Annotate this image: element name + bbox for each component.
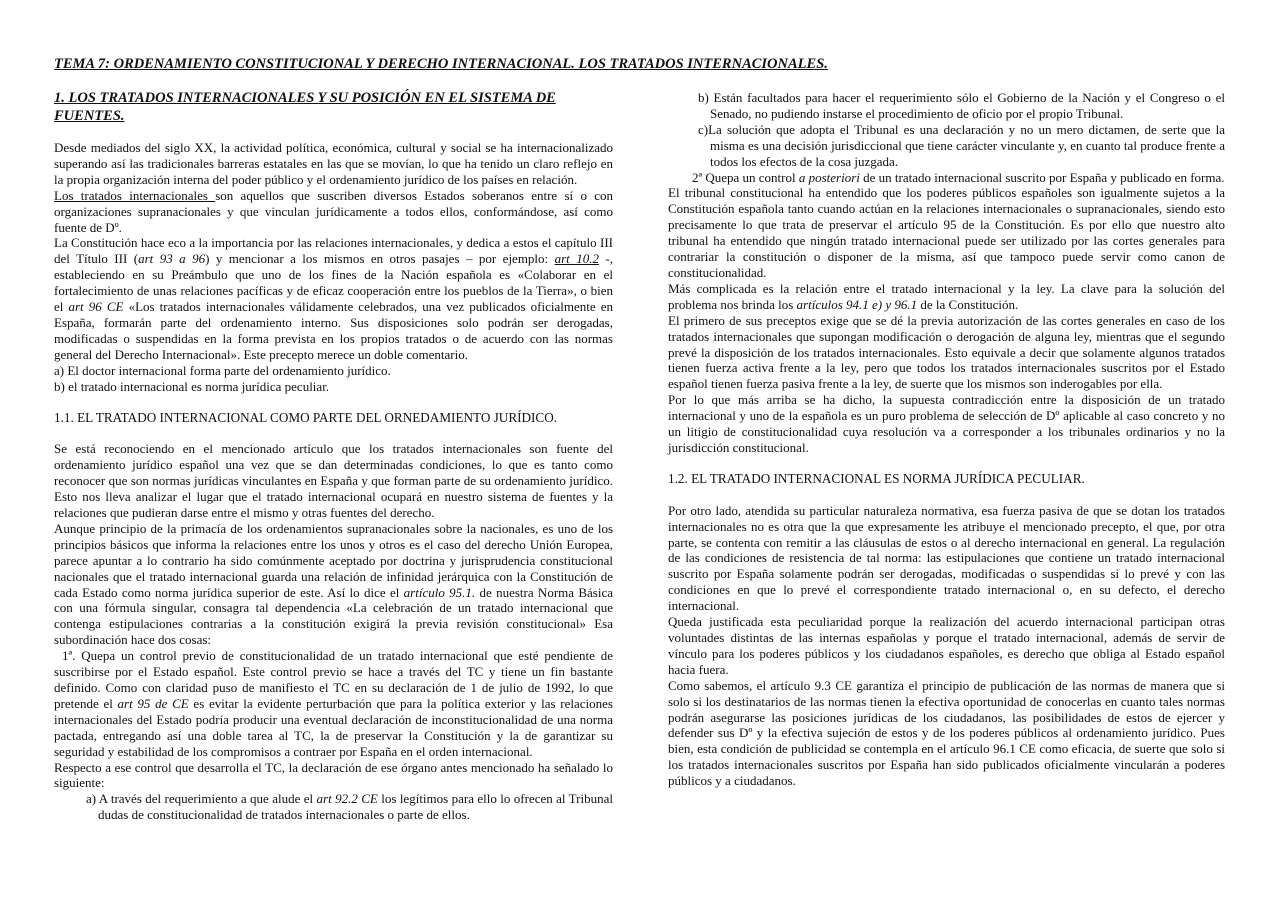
- term-a-posteriori: a posteriori: [798, 169, 860, 185]
- right-column: [668, 90, 1225, 789]
- paragraph-respecto: Respecto a ese control que desarrolla el TC, la declaración de ese órgano antes mencionado ha señalado lo siguiente:: [54, 759, 613, 791]
- paragraph-intro: Desde mediados del siglo XX, la actividad política, económica, cultural y social se ha internacionalizado superando así las tradicionales barreras estatales en las que se movían, lo que ha tenido un claro reflejo en la propia organización interna del poder público y el ordenamiento jurídico de los países en relación.: [54, 140, 613, 187]
- subsection-heading-1-2: 1.2. EL TRATADO INTERNACIONAL ES NORMA JURÍDICA PECULIAR.: [668, 470, 1085, 486]
- list-item-requerimiento-c: c)La solución que adopta el Tribunal es una declaración y no un mero dictamen, de serte que la misma es una decisión jurisdiccional que tiene carácter vinculante y, en cuanto tal produce frente a todos los efectos de la cosa juzgada.: [698, 121, 1225, 169]
- left-column: [54, 89, 613, 823]
- list-item-requerimiento-b: b) Están facultados para hacer el requerimiento sólo el Gobierno de la Nación y el Congreso o el Senado, no pudiendo instarse el procedimiento de oficio por el propio Tribunal.: [698, 90, 1225, 121]
- list-item-b: b) el tratado internacional es norma jurídica peculiar.: [54, 378, 330, 394]
- paragraph-control-posteriori: 2ª Quepa un control a posteriori de un tratado internacional suscrito por España y publicado en forma.: [692, 169, 1225, 185]
- paragraph-peculiaridad: Queda justificada esta peculiaridad porque la realización del acuerdo internacional participan otras voluntades distintas de las internas españolas y porque el tratado internacional, además de servir de vínculo para los poderes públicos y los ciudadanos españoles, es derecho que obliga al Estado español hacia fuera.: [668, 614, 1225, 677]
- ref-art-94-96: artículos 94.1 e) y 96.1: [796, 296, 918, 312]
- ref-art-93-96: art 93 a 96: [138, 251, 206, 267]
- list-item-requerimiento-a: a) A través del requerimiento a que alude el art 92.2 CE los legítimos para ello lo ofrecen al Tribunal dudas de constitucionalidad de tratados internacionales o parte de ellos.: [86, 791, 613, 823]
- paragraph-control-previo: 1ª. Quepa un control previo de constitucionalidad de un tratado internacional que esté pendiente de suscribirse por el Estado español. Este control previo se hace a través del TC y tiene un fin bastante definido. Como con claridad puso de manifiesto el TC en su declaración de 1 de julio de 1992, lo que pretende el art 95 de CE es evitar la evidente perturbación que para la política exterior y las relaciones internacionales del Estado podría producir una eventual declaración de inconstitucionalidad de una norma pactada, entregando así una doble tarea al TC, la de preservar la Constitución y la de garantizar su seguridad y estabilidad de los compromisos a contraer por España en el orden internacional.: [54, 648, 613, 759]
- subsection-heading-1-1: 1.1. EL TRATADO INTERNACIONAL COMO PARTE DEL ORNEDAMIENTO JURÍDICO.: [54, 409, 558, 425]
- ref-art-96: art 96 CE: [68, 299, 124, 315]
- paragraph-naturaleza: Por otro lado, atendida su particular naturaleza normativa, esa fuerza pasiva de que se dotan los tratados internacionales no es otra que la que expresamente les atribuye el mencionado precepto, el que, por otra parte, se contenta con remitir a las cláusulas de estos o al derecho internacional en general. La regulación de las condiciones de resistencia de tal norma: las estipulaciones que contiene un tratado internacional suscrito por España solamente podrán ser derogadas, modificadas o suspendidas si lo prevé y con las condiciones en que lo prevé el correspondiente tratado internacional o, en su defecto, el derecho internacional.: [668, 502, 1225, 614]
- paragraph-constitution: La Constitución hace eco a la importancia por las relaciones internacionales, y dedica a estos el capítulo III del Título III (art 93 a 96) y mencionar a los mismos en otros pasajes – por ejemplo: art 10.2 -, estableciendo en su Preámbulo que uno de los fines de la Nación española es «Colaborar en el fortalecimiento de unas relaciones pacíficas y de eficaz cooperación entre los pueblos de la Tierra», o bien el art 96 CE «Los tratados internacionales válidamente celebrados, una vez publicados oficialmente en España, formarán parte del ordenamiento interno. Sus disposiciones solo podrán ser derogadas, modificadas o suspendidas en la forma prevista en los propios tratados o de acuerdo con las normas general del Derecho Internacional». Este precepto merece un doble comentario.: [54, 235, 614, 362]
- section-heading: 1. LOS TRATADOS INTERNACIONALES Y SU POSICIÓN EN EL SISTEMA DE FUENTES.: [54, 90, 556, 124]
- list-item-a: a) El doctor internacional forma parte del ordenamiento jurídico.: [54, 362, 391, 378]
- paragraph-recognition: Se está reconociendo en el mencionado artículo que los tratados internacionales son fuente del ordenamiento jurídico español una vez que se dan determinadas condiciones, lo que es tanto como reconocer que son normas jurídicas vinculantes en España y que forman parte de su ordenamiento jurídico. Esto nos lleva analizar el lugar que el tratado internacional ocupará en nuestro sistema de fuentes y la relaciones que pudieran darse entre el mismo y otras fuentes del derecho.: [54, 441, 613, 521]
- ref-art-95: art 95 de CE: [117, 695, 189, 711]
- paragraph-preceptos: El primero de sus preceptos exige que se dé la previa autorización de las cortes generales en caso de los tratados internacionales que supongan modificación o derogación de alguna ley, mientras que el segundo prevé la disposición de los tratados internacionales. Esto equivale a decir que solamente algunos tratados tienen fuerza activa frente a la ley, pero que todos los tratados internacionales suscritos por el Estado español tienen fuerza pasiva frente a la ley, de suerte que los mismos son inderogables por ella.: [668, 312, 1225, 392]
- paragraph-definition: Los tratados internacionales son aquellos que suscriben diversos Estados soberanos entre sí o con organizaciones supranacionales y que vinculan jurídicamente a todos ellos, conformándose, así como fuente de Dº.: [54, 187, 613, 235]
- ref-art-95-1: artículo 95.1.: [403, 584, 476, 600]
- paragraph-contradiccion: Por lo que más arriba se ha dicho, la supuesta contradicción entre la disposición de un tratado internacional y uno de la española es un puro problema de selección de Dº aplicable al caso concreto y no un litigio de constitucionalidad cuya resolución va a corresponder a los tribunales ordinarios y no la jurisdicción constitucional.: [668, 392, 1225, 455]
- paragraph-publicacion: Como sabemos, el artículo 9.3 CE garantiza el principio de publicación de las normas de manera que si solo si los destinatarios de las normas tienen la efectiva oportunidad de conocerlas en cuanto tales normas podrán asegurarse las posiciones jurídicas de los ciudadanos, las posibilidades de estos de ejercer y defender sus Dº y la efectiva sujeción de estos y de los poderes públicos al ordenamiento jurídico. Pues bien, esta condición de publicidad se contempla en el artículo 96.1 CE como eficacia, de suerte que solo si los tratados internacionales suscritos por España han sido publicados oficialmente vincularán a poderes públicos y a ciudadanos.: [668, 677, 1225, 789]
- ref-art-92-2: art 92.2 CE: [316, 791, 378, 807]
- paragraph-tribunal: El tribunal constitucional ha entendido que los poderes públicos españoles son igualmente sujetos a la Constitución española tanto cuando actúan en la relaciones internacionales o supranacionales, siendo esto precisamente lo que trata de preservar el artículo 95 de la Constitución. Es por ello que nuestro alto tribunal ha entendido que ningún tratado internacional puede ser utilizado por las cortes generales para contrariar la constitución o disponer de la misma, así que tampoco puede servir como canon de constitucionalidad.: [668, 185, 1225, 280]
- paragraph-ley: Más complicada es la relación entre el tratado internacional y la ley. La clave para la solución del problema nos brinda los artículos 94.1 e) y 96.1 de la Constitución.: [668, 280, 1225, 312]
- page-title: TEMA 7: ORDENAMIENTO CONSTITUCIONAL Y DERECHO INTERNACIONAL. LOS TRATADOS INTERNACIONALES.: [54, 56, 828, 72]
- paragraph-primacy: Aunque principio de la primacía de los ordenamientos supranacionales sobre la nacionales, es uno de los principios básicos que informa la relaciones entre los unos y otros es el caso del derecho Unión Europea, parece apuntar a lo contrario ha sido comúnmente aceptado por doctrina y jurisprudencia constitucional nacionales que el tratado internacional guarda una relación de infinidad jerárquica con la Constitución de cada Estado como norma jurídica superior de este. Así lo dice el artículo 95.1. de nuestra Norma Básica con una fórmula singular, consagra tal dependencia «La celebración de un tratado internacional que contenga estipulaciones contrarias a la constitución exigirá la previa revisión constitucional» Esa subordinación hace dos cosas:: [54, 520, 614, 648]
- ref-art-10-2: art 10.2: [554, 251, 599, 267]
- term-tratados: Los tratados internacionales: [54, 187, 216, 203]
